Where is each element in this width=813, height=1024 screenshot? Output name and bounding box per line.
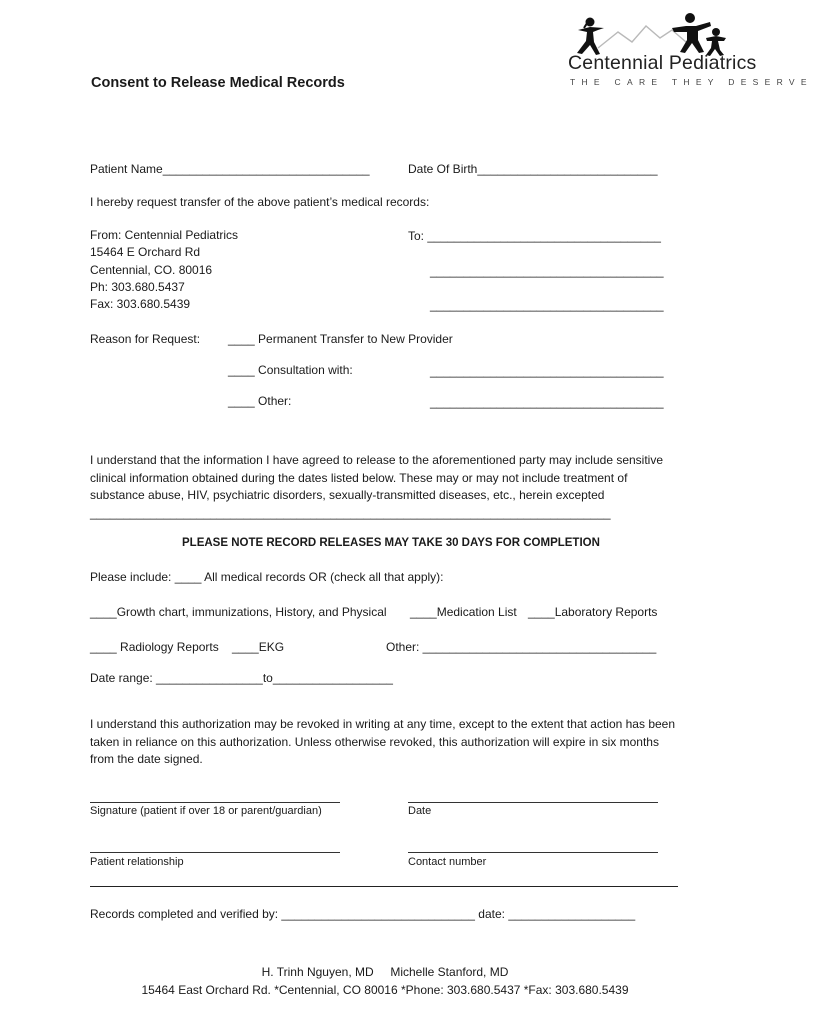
- logo: [560, 8, 813, 88]
- include-all-records[interactable]: Please include: ____ All medical records OR (check all that apply):: [90, 570, 444, 584]
- include-medication-list[interactable]: ____Medication List: [410, 605, 517, 619]
- from-line-2: 15464 E Orchard Rd: [90, 245, 201, 259]
- patient-relationship-line[interactable]: [90, 852, 340, 853]
- signature-line[interactable]: [90, 802, 340, 803]
- include-radiology-reports[interactable]: ____ Radiology Reports: [90, 640, 219, 654]
- from-line-4: Ph: 303.680.5437: [90, 280, 185, 294]
- date-label: Date: [408, 805, 432, 817]
- footer-doctors: H. Trinh Nguyen, MD Michelle Stanford, MD: [261, 965, 509, 979]
- patient-relationship-label: Patient relationship: [90, 856, 184, 868]
- patient-name-field[interactable]: Patient Name_______________________________: [90, 162, 370, 176]
- section-divider: [90, 886, 678, 887]
- date-of-birth-field[interactable]: Date Of Birth___________________________: [408, 162, 658, 176]
- consultation-with-field[interactable]: ___________________________________: [430, 364, 664, 378]
- completion-notice: PLEASE NOTE RECORD RELEASES MAY TAKE 30 DAYS FOR COMPLETION: [182, 537, 600, 549]
- to-field-line-2[interactable]: ___________________________________: [430, 264, 664, 278]
- reason-permanent-transfer[interactable]: ____ Permanent Transfer to New Provider: [228, 332, 453, 346]
- date-range-field[interactable]: Date range: ________________to__________________: [90, 671, 393, 685]
- logo-tagline: THE CARE THEY DESERVE: [570, 77, 813, 87]
- include-other-field[interactable]: Other: ___________________________________: [386, 640, 657, 654]
- reason-consultation[interactable]: ____ Consultation with:: [228, 363, 353, 377]
- include-laboratory-reports[interactable]: ____Laboratory Reports: [528, 605, 658, 619]
- contact-number-label: Contact number: [408, 856, 487, 868]
- request-statement: I hereby request transfer of the above patient’s medical records:: [90, 195, 430, 209]
- to-field-line-3[interactable]: ___________________________________: [430, 298, 664, 312]
- include-ekg[interactable]: ____EKG: [232, 640, 285, 654]
- date-line[interactable]: [408, 802, 658, 803]
- page-title: Consent to Release Medical Records: [91, 75, 345, 91]
- reason-label: Reason for Request:: [90, 332, 201, 346]
- logo-figures-graphic: [560, 8, 760, 58]
- records-completed-field[interactable]: Records completed and verified by: _____________________________ date: ___________________: [90, 907, 636, 921]
- revocation-paragraph: I understand this authorization may be revoked in writing at any time, except to the extent that action has been taken in reliance on this authorization. Unless otherwise revoked, this authorization will expire in six months from the date signed.: [90, 717, 676, 766]
- from-line-3: Centennial, CO. 80016: [90, 263, 213, 277]
- release-understanding-paragraph: I understand that the information I have agreed to release to the aforementioned party may include sensitive clinical information obtained during the dates listed below. These may or may not include treatment of substance abuse, HIV, psychiatric disorders, sexually-transmitted diseases, etc., herein excepted ______________________________________________________________________________: [90, 453, 664, 520]
- from-line-5: Fax: 303.680.5439: [90, 297, 191, 311]
- signature-label: Signature (patient if over 18 or parent/guardian): [90, 805, 322, 817]
- include-growth-chart[interactable]: ____Growth chart, immunizations, History, and Physical: [90, 605, 387, 619]
- reason-other[interactable]: ____ Other:: [228, 394, 292, 408]
- to-field[interactable]: To: ___________________________________: [408, 229, 661, 243]
- reason-other-field[interactable]: ___________________________________: [430, 395, 664, 409]
- footer-address: 15464 East Orchard Rd. *Centennial, CO 80016 *Phone: 303.680.5437 *Fax: 303.680.5439: [141, 983, 629, 997]
- from-line-1: From: Centennial Pediatrics: [90, 228, 239, 242]
- contact-number-line[interactable]: [408, 852, 658, 853]
- logo-name: Centennial Pediatrics: [568, 52, 757, 74]
